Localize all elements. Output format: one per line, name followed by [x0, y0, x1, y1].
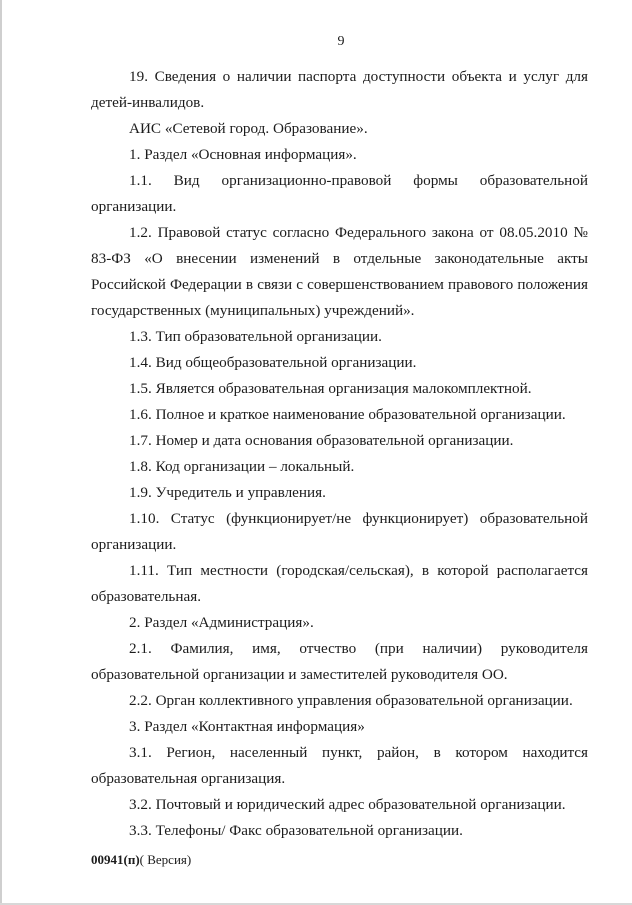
paragraph-1-2: 1.2. Правовой статус согласно Федерального закона от 08.05.2010 № 83-ФЗ «О внесении изменений в отдельные законодательные акты Российской Федерации в связи с совершенствованием правового положения государственных (муниципальных) учреждений». [91, 224, 588, 319]
paragraph-1-4: 1.4. Вид общеобразовательной организации. [129, 354, 417, 371]
paragraph-section-2: 2. Раздел «Администрация». [129, 614, 314, 631]
document-code: 00941(п) [91, 852, 140, 867]
paragraph-ais: АИС «Сетевой город. Образование». [129, 120, 368, 137]
paragraph-1-9: 1.9. Учредитель и управления. [129, 484, 326, 501]
paragraph-3-2: 3.2. Почтовый и юридический адрес образовательной организации. [129, 796, 566, 813]
paragraph-1-7: 1.7. Номер и дата основания образовательной организации. [129, 432, 514, 449]
paragraph-section-1: 1. Раздел «Основная информация». [129, 146, 357, 163]
scan-edge-left [0, 0, 2, 905]
footer [91, 852, 191, 868]
paragraph-section-3: 3. Раздел «Контактная информация» [129, 718, 365, 735]
document-version: ( Версия) [139, 852, 192, 867]
document-body [91, 64, 588, 844]
paragraph-1-5: 1.5. Является образовательная организация малокомплектной. [129, 380, 532, 397]
paragraph-1-6: 1.6. Полное и краткое наименование образовательной организации. [129, 406, 566, 423]
paragraph-1-11: 1.11. Тип местности (городская/сельская), в которой располагается образовательная. [91, 562, 588, 605]
paragraph-2-2: 2.2. Орган коллективного управления образовательной организации. [129, 692, 573, 709]
paragraph-2-1: 2.1. Фамилия, имя, отчество (при наличии) руководителя образовательной организации и заместителей руководителя ОО. [91, 640, 588, 683]
paragraph-1-8: 1.8. Код организации – локальный. [129, 458, 355, 475]
paragraph-1-1: 1.1. Вид организационно-правовой формы образовательной организации. [91, 172, 588, 215]
paragraph-3-3: 3.3. Телефоны/ Факс образовательной организации. [129, 822, 463, 839]
paragraph-1-3: 1.3. Тип образовательной организации. [129, 328, 382, 345]
page-number: 9 [337, 34, 345, 49]
paragraph-1-10: 1.10. Статус (функционирует/не функционирует) образовательной организации. [91, 510, 588, 553]
paragraph-3-1: 3.1. Регион, населенный пункт, район, в котором находится образовательная организация. [91, 744, 588, 787]
paragraph-19: 19. Сведения о наличии паспорта доступности объекта и услуг для детей-инвалидов. [91, 68, 588, 111]
